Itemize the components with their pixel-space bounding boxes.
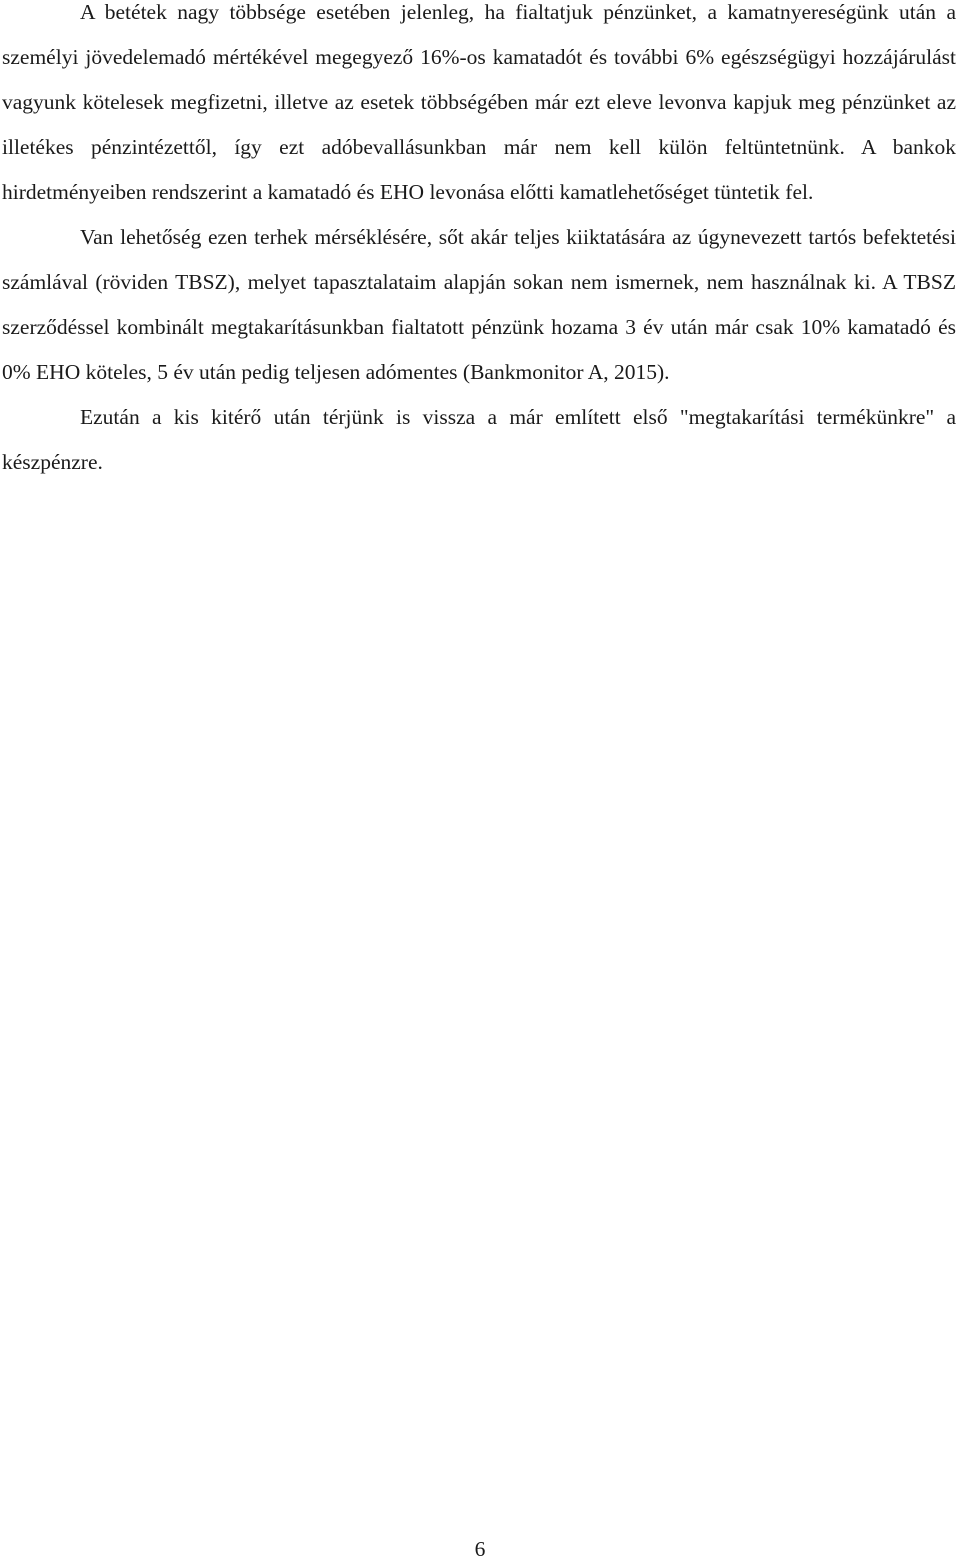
paragraph-3: Ezután a kis kitérő után térjünk is vissza a már említett első "megtakarítási termékünkre" a készpénzre.: [2, 405, 956, 474]
page-number: 6: [474, 1537, 486, 1561]
paragraph-1: A betétek nagy többsége esetében jelenleg, ha fialtatjuk pénzünket, a kamatnyereségünk után a személyi jövedelemadó mértékével megegyező 16%-os kamatadót és további 6% egészségügyi hozzájárulást vagyunk kötelesek megfizetni, illetve az esetek többségében már ezt eleve levonva kapjuk meg pénzünket az illetékes pénzintézettől, így ezt adóbevallásunkban már nem kell külön feltüntetnünk. A bankok hirdetményeiben rendszerint a kamatadó és EHO levonása előtti kamatlehetőséget tüntetik fel.: [2, 0, 956, 204]
body-text: [2, 0, 956, 485]
paragraph-2: Van lehetőség ezen terhek mérséklésére, sőt akár teljes kiiktatására az úgynevezett tartós befektetési számlával (röviden TBSZ), melyet tapasztalataim alapján sokan nem ismernek, nem használnak ki. A TBSZ szerződéssel kombinált megtakarításunkban fialtatott pénzünk hozama 3 év után már csak 10% kamatadó és 0% EHO köteles, 5 év után pedig teljesen adómentes (Bankmonitor A, 2015).: [2, 225, 956, 384]
